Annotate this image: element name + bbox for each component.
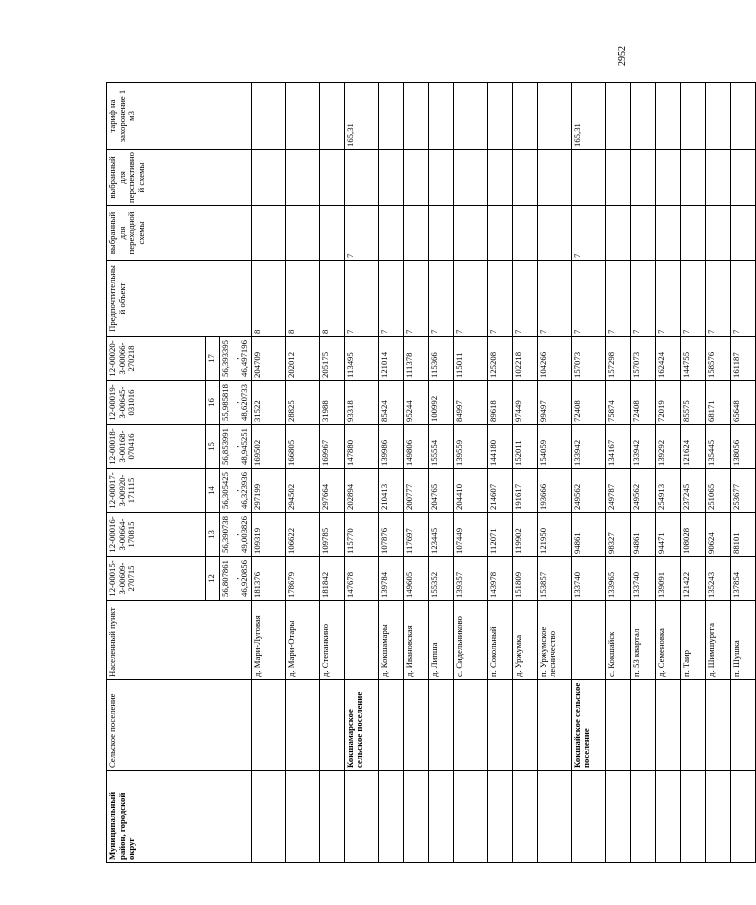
cell-locality: п. Уржумское лесничество <box>537 601 571 680</box>
table-row <box>537 83 571 863</box>
cell-sel-trans <box>251 206 285 261</box>
cell-distance: 125208 <box>487 337 512 381</box>
cell-sel-trans <box>378 206 403 261</box>
cell-pref: 8 <box>319 261 344 337</box>
cell-distance: 157073 <box>571 337 605 381</box>
cell-distance: 158576 <box>705 337 730 381</box>
cell-distance: 97449 <box>512 381 537 425</box>
table-row <box>403 83 428 863</box>
coord: 56,853991, 48,945251 <box>220 425 252 469</box>
col-index: 17 <box>206 337 220 381</box>
cell-distance: 155554 <box>428 425 453 469</box>
header-tariff: тариф на захоронение 1 м3 <box>107 83 252 150</box>
coord: 56,393395, 46,497196 <box>220 337 252 381</box>
cell-pref: 7 <box>344 261 378 337</box>
cell-distance: 31522 <box>251 381 285 425</box>
coord: 56,305425, 46,323936 <box>220 469 252 513</box>
cell-distance: 135445 <box>705 425 730 469</box>
cell-locality <box>344 601 378 680</box>
cell-pref: 7 <box>428 261 453 337</box>
cell-distance: 107449 <box>453 513 487 557</box>
cell-tariff: 165,31 <box>571 83 605 150</box>
cell-sel-trans: 7 <box>571 206 605 261</box>
coord: 56,807861, 46,920856 <box>220 557 252 601</box>
cell-distance: 154059 <box>537 425 571 469</box>
cell-settlement: Кокшайское сельское поселение <box>571 680 605 771</box>
cell-distance: 121422 <box>680 557 705 601</box>
table-row <box>428 83 453 863</box>
cell-distance: 251065 <box>705 469 730 513</box>
cell-distance: 121624 <box>680 425 705 469</box>
cell-distance: 117697 <box>403 513 428 557</box>
cell-district <box>428 771 453 863</box>
cell-distance: 254913 <box>655 469 680 513</box>
page-number: 2952 <box>617 46 628 66</box>
cell-district <box>512 771 537 863</box>
cell-settlement <box>655 680 680 771</box>
cell-district <box>571 771 605 863</box>
cell-distance: 202012 <box>285 337 319 381</box>
cell-locality: д. Липша <box>428 601 453 680</box>
cell-district <box>705 771 730 863</box>
cell-sel-trans <box>285 206 319 261</box>
cell-sel-trans: 7 <box>344 206 378 261</box>
cell-distance: 133942 <box>571 425 605 469</box>
cell-distance: 68171 <box>705 381 730 425</box>
cell-sel-trans <box>487 206 512 261</box>
cell-distance: 249562 <box>571 469 605 513</box>
cell-distance: 178679 <box>285 557 319 601</box>
cell-distance: 112071 <box>487 513 512 557</box>
cell-sel-trans <box>512 206 537 261</box>
cell-locality: п. Шушка <box>730 601 755 680</box>
cell-sel-persp <box>630 150 655 206</box>
cell-distance: 147880 <box>344 425 378 469</box>
cell-sel-persp <box>319 150 344 206</box>
cell-distance: 109785 <box>319 513 344 557</box>
cell-distance: 119902 <box>512 513 537 557</box>
col-index: 16 <box>206 381 220 425</box>
cell-distance: 202894 <box>344 469 378 513</box>
cell-district <box>285 771 319 863</box>
cell-sel-persp <box>680 150 705 206</box>
cell-distance: 143978 <box>487 557 512 601</box>
cell-distance: 72408 <box>630 381 655 425</box>
cell-tariff: 165,31 <box>344 83 378 150</box>
cell-distance: 294502 <box>285 469 319 513</box>
cell-locality: д. Шимшургга <box>705 601 730 680</box>
cell-sel-trans <box>428 206 453 261</box>
cell-tariff <box>512 83 537 150</box>
cell-locality: д. Ивановская <box>403 601 428 680</box>
cell-pref: 7 <box>453 261 487 337</box>
cell-distance: 121950 <box>537 513 571 557</box>
cell-distance: 169967 <box>319 425 344 469</box>
cell-sel-trans <box>630 206 655 261</box>
cell-distance: 149806 <box>403 425 428 469</box>
cell-district <box>655 771 680 863</box>
cell-distance: 107876 <box>378 513 403 557</box>
table-row <box>487 83 512 863</box>
cell-distance: 162424 <box>655 337 680 381</box>
cell-sel-persp <box>285 150 319 206</box>
cell-distance: 98327 <box>605 513 630 557</box>
cell-locality: с. Сидельниково <box>453 601 487 680</box>
cell-distance: 72019 <box>655 381 680 425</box>
cell-locality <box>571 601 605 680</box>
cell-distance: 139292 <box>655 425 680 469</box>
header-z3: 12-00017-З-00920-171115 <box>107 469 206 513</box>
cell-tariff <box>630 83 655 150</box>
cell-sel-persp <box>378 150 403 206</box>
cell-pref: 7 <box>403 261 428 337</box>
cell-distance: 249562 <box>630 469 655 513</box>
cell-distance: 204709 <box>251 337 285 381</box>
cell-settlement <box>705 680 730 771</box>
cell-distance: 169502 <box>251 425 285 469</box>
table-row <box>605 83 630 863</box>
cell-distance: 123445 <box>428 513 453 557</box>
cell-district <box>403 771 428 863</box>
table-row <box>285 83 319 863</box>
cell-distance: 149605 <box>403 557 428 601</box>
cell-district <box>487 771 512 863</box>
cell-pref: 7 <box>605 261 630 337</box>
cell-locality: д. Мари-Отары <box>285 601 319 680</box>
cell-locality: с. Кокшайск <box>605 601 630 680</box>
cell-settlement <box>487 680 512 771</box>
cell-distance: 204765 <box>428 469 453 513</box>
cell-sel-trans <box>705 206 730 261</box>
cell-tariff <box>605 83 630 150</box>
cell-distance: 134167 <box>605 425 630 469</box>
col-index: 15 <box>206 425 220 469</box>
cell-distance: 102218 <box>512 337 537 381</box>
register-table <box>106 82 756 863</box>
cell-pref: 7 <box>512 261 537 337</box>
cell-tariff <box>680 83 705 150</box>
cell-pref: 7 <box>705 261 730 337</box>
cell-sel-persp <box>403 150 428 206</box>
cell-distance: 210413 <box>378 469 403 513</box>
cell-pref: 7 <box>730 261 755 337</box>
cell-distance: 181842 <box>319 557 344 601</box>
cell-settlement <box>378 680 403 771</box>
cell-sel-persp <box>730 150 755 206</box>
table-row <box>453 83 487 863</box>
cell-locality: д. Кокшамары <box>378 601 403 680</box>
cell-distance: 94861 <box>571 513 605 557</box>
cell-distance: 121014 <box>378 337 403 381</box>
cell-distance: 31988 <box>319 381 344 425</box>
header-settlement: Сельское поселение <box>107 680 252 771</box>
cell-distance: 181376 <box>251 557 285 601</box>
cell-distance: 157298 <box>605 337 630 381</box>
cell-locality: д. Мари-Луговая <box>251 601 285 680</box>
cell-distance: 138056 <box>730 425 755 469</box>
cell-district <box>319 771 344 863</box>
cell-district <box>378 771 403 863</box>
cell-distance: 88101 <box>730 513 755 557</box>
cell-pref: 8 <box>285 261 319 337</box>
table-row <box>571 83 605 863</box>
cell-distance: 152011 <box>512 425 537 469</box>
table-row <box>251 83 285 863</box>
header-district: Муниципальный район, городской округ <box>107 771 252 863</box>
cell-distance: 166805 <box>285 425 319 469</box>
coord: 56,390738, 49,003826 <box>220 513 252 557</box>
col-index: 12 <box>206 557 220 601</box>
cell-distance: 100992 <box>428 381 453 425</box>
cell-distance: 109319 <box>251 513 285 557</box>
cell-tariff <box>705 83 730 150</box>
header-z6: 12-00020-З-00066-270218 <box>107 337 206 381</box>
cell-sel-persp <box>512 150 537 206</box>
cell-settlement <box>251 680 285 771</box>
cell-settlement <box>512 680 537 771</box>
cell-sel-persp <box>655 150 680 206</box>
cell-distance: 153857 <box>537 557 571 601</box>
cell-tariff <box>403 83 428 150</box>
cell-locality: д. Степанкино <box>319 601 344 680</box>
table-row <box>344 83 378 863</box>
table-row <box>630 83 655 863</box>
cell-distance: 115011 <box>453 337 487 381</box>
coord: 55,985818, 48,620733 <box>220 381 252 425</box>
cell-sel-trans <box>319 206 344 261</box>
cell-district <box>344 771 378 863</box>
cell-sel-persp <box>453 150 487 206</box>
cell-distance: 85575 <box>680 381 705 425</box>
cell-distance: 133965 <box>605 557 630 601</box>
cell-sel-persp <box>705 150 730 206</box>
cell-distance: 106622 <box>285 513 319 557</box>
cell-distance: 147678 <box>344 557 378 601</box>
cell-sel-persp <box>605 150 630 206</box>
cell-distance: 75874 <box>605 381 630 425</box>
col-index: 14 <box>206 469 220 513</box>
cell-distance: 115366 <box>428 337 453 381</box>
cell-distance: 111378 <box>403 337 428 381</box>
table-row <box>319 83 344 863</box>
cell-pref: 7 <box>680 261 705 337</box>
cell-distance: 214607 <box>487 469 512 513</box>
cell-tariff <box>285 83 319 150</box>
cell-tariff <box>655 83 680 150</box>
cell-distance: 139091 <box>655 557 680 601</box>
cell-distance: 249787 <box>605 469 630 513</box>
cell-settlement <box>403 680 428 771</box>
cell-locality: д. Семеновка <box>655 601 680 680</box>
cell-district <box>680 771 705 863</box>
cell-distance: 28825 <box>285 381 319 425</box>
cell-distance: 144755 <box>680 337 705 381</box>
cell-distance: 94861 <box>630 513 655 557</box>
cell-settlement: Кокшамарское сельское поселение <box>344 680 378 771</box>
table-row <box>730 83 755 863</box>
cell-tariff <box>428 83 453 150</box>
header-z2: 12-00016-З-00664-170815 <box>107 513 206 557</box>
cell-sel-trans <box>453 206 487 261</box>
cell-distance: 237245 <box>680 469 705 513</box>
cell-sel-persp <box>428 150 453 206</box>
cell-tariff <box>453 83 487 150</box>
cell-distance: 65648 <box>730 381 755 425</box>
cell-locality: п. 53 квартал <box>630 601 655 680</box>
register-body <box>107 83 756 863</box>
cell-distance: 139559 <box>453 425 487 469</box>
cell-distance: 84997 <box>453 381 487 425</box>
cell-sel-persp <box>571 150 605 206</box>
cell-distance: 253677 <box>730 469 755 513</box>
cell-pref: 7 <box>378 261 403 337</box>
table-row <box>512 83 537 863</box>
cell-distance: 193666 <box>537 469 571 513</box>
cell-sel-persp <box>487 150 512 206</box>
cell-locality: д. Уржумка <box>512 601 537 680</box>
cell-distance: 133740 <box>571 557 605 601</box>
cell-district <box>630 771 655 863</box>
cell-distance: 135243 <box>705 557 730 601</box>
cell-settlement <box>630 680 655 771</box>
header-sel-persp: выбранный для перспективной схемы <box>107 150 252 206</box>
cell-tariff <box>487 83 512 150</box>
cell-distance: 297199 <box>251 469 285 513</box>
cell-distance: 93318 <box>344 381 378 425</box>
cell-distance: 99497 <box>537 381 571 425</box>
header-z1: 12-00015-З-00609-270715 <box>107 557 206 601</box>
header-z4: 12-00018-З-00168-070416 <box>107 425 206 469</box>
cell-tariff <box>537 83 571 150</box>
cell-distance: 205175 <box>319 337 344 381</box>
cell-distance: 297664 <box>319 469 344 513</box>
cell-sel-persp <box>344 150 378 206</box>
cell-pref: 7 <box>487 261 512 337</box>
cell-settlement <box>319 680 344 771</box>
header-sel-trans: выбранный для переходной схемы <box>107 206 252 261</box>
cell-distance: 90624 <box>705 513 730 557</box>
cell-district <box>453 771 487 863</box>
cell-district <box>537 771 571 863</box>
cell-distance: 155352 <box>428 557 453 601</box>
cell-sel-persp <box>537 150 571 206</box>
cell-pref: 7 <box>655 261 680 337</box>
cell-settlement <box>537 680 571 771</box>
header-locality: Населенный пункт <box>107 601 252 680</box>
cell-sel-persp <box>251 150 285 206</box>
cell-settlement <box>428 680 453 771</box>
cell-pref: 7 <box>630 261 655 337</box>
cell-settlement <box>680 680 705 771</box>
cell-distance: 139784 <box>378 557 403 601</box>
cell-distance: 115770 <box>344 513 378 557</box>
table-row <box>705 83 730 863</box>
cell-settlement <box>453 680 487 771</box>
cell-distance: 133740 <box>630 557 655 601</box>
header-row <box>107 83 206 863</box>
header-pref: Предпочтительный объект <box>107 261 252 337</box>
cell-tariff <box>251 83 285 150</box>
cell-distance: 139357 <box>453 557 487 601</box>
cell-distance: 139986 <box>378 425 403 469</box>
cell-distance: 204410 <box>453 469 487 513</box>
cell-sel-trans <box>655 206 680 261</box>
cell-sel-trans <box>537 206 571 261</box>
table-row <box>680 83 705 863</box>
cell-distance: 113495 <box>344 337 378 381</box>
cell-district <box>251 771 285 863</box>
cell-distance: 104266 <box>537 337 571 381</box>
cell-settlement <box>285 680 319 771</box>
col-index: 13 <box>206 513 220 557</box>
cell-sel-trans <box>680 206 705 261</box>
cell-locality: п. Таир <box>680 601 705 680</box>
cell-distance: 95244 <box>403 381 428 425</box>
cell-sel-trans <box>605 206 630 261</box>
cell-distance: 85424 <box>378 381 403 425</box>
rotated-page <box>106 83 741 863</box>
cell-district <box>730 771 755 863</box>
cell-distance: 151809 <box>512 557 537 601</box>
cell-pref: 8 <box>251 261 285 337</box>
cell-distance: 137854 <box>730 557 755 601</box>
cell-distance: 89618 <box>487 381 512 425</box>
cell-pref: 7 <box>537 261 571 337</box>
cell-settlement <box>730 680 755 771</box>
cell-sel-trans <box>403 206 428 261</box>
cell-distance: 191617 <box>512 469 537 513</box>
cell-distance: 161187 <box>730 337 755 381</box>
cell-settlement <box>605 680 630 771</box>
cell-pref: 7 <box>571 261 605 337</box>
cell-distance: 133942 <box>630 425 655 469</box>
cell-distance: 108028 <box>680 513 705 557</box>
cell-distance: 72408 <box>571 381 605 425</box>
cell-district <box>605 771 630 863</box>
cell-sel-trans <box>730 206 755 261</box>
cell-distance: 144180 <box>487 425 512 469</box>
cell-locality: п. Сокольный <box>487 601 512 680</box>
cell-distance: 94471 <box>655 513 680 557</box>
header-z5: 12-00019-З-00645-031016 <box>107 381 206 425</box>
cell-tariff <box>319 83 344 150</box>
cell-tariff <box>730 83 755 150</box>
table-row <box>378 83 403 863</box>
cell-tariff <box>378 83 403 150</box>
table-row <box>655 83 680 863</box>
cell-distance: 157073 <box>630 337 655 381</box>
cell-distance: 200777 <box>403 469 428 513</box>
